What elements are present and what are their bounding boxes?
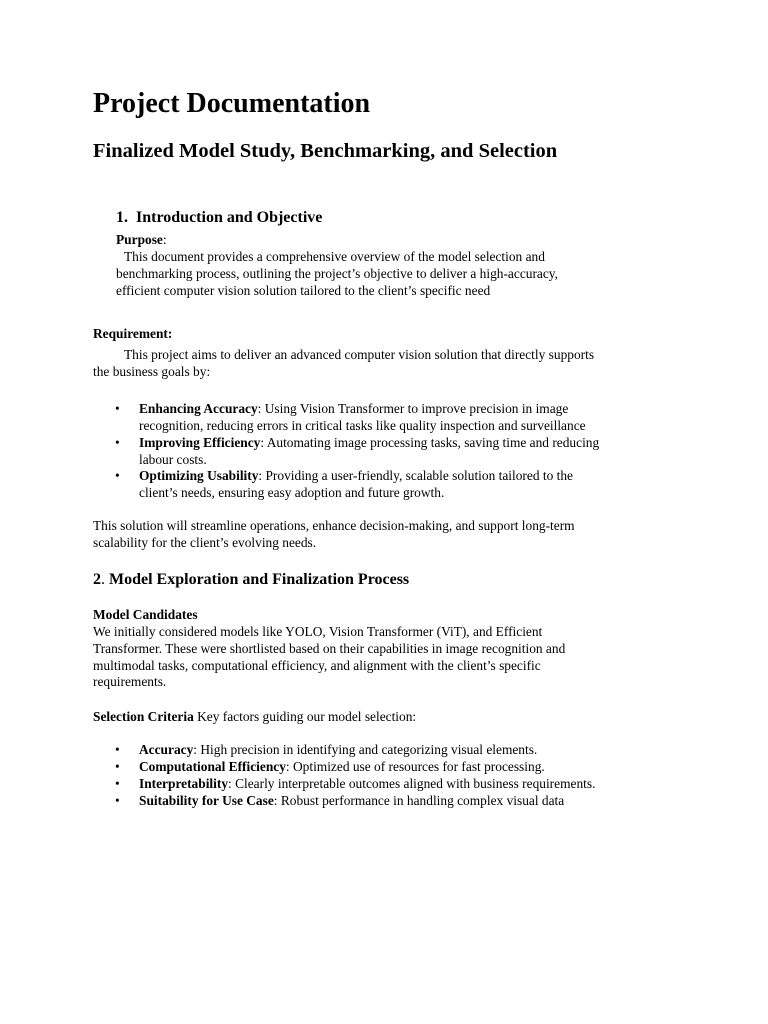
bullet-label: Interpretability xyxy=(139,776,229,791)
bullet-label: Accuracy xyxy=(139,742,194,757)
bullet-text: : Automating image processing tasks, saving time and reducing xyxy=(260,435,600,450)
bullet-line xyxy=(139,468,573,485)
candidates-line: requirements. xyxy=(93,674,167,690)
bullet-text: : Optimized use of resources for fast processing. xyxy=(285,759,545,774)
requirement-label: Requirement: xyxy=(93,326,173,341)
bullet-continuation: labour costs. xyxy=(139,452,207,467)
requirement-line: This project aims to deliver an advanced computer vision solution that directly supports xyxy=(124,347,595,362)
section-1-title: Introduction and Objective xyxy=(136,209,323,226)
bullet-icon: • xyxy=(115,793,120,808)
bullet-text: : Using Vision Transformer to improve precision in image xyxy=(257,401,569,416)
purpose-line: efficient computer vision solution tailored to the client’s specific need xyxy=(116,282,491,298)
purpose-label: Purpose xyxy=(116,232,163,247)
purpose-line: This document provides a comprehensive overview of the model selection and xyxy=(124,249,545,264)
section-2-number-dot: . xyxy=(101,571,105,588)
purpose-label-line xyxy=(116,232,167,249)
section-1-heading xyxy=(116,207,322,229)
bullet-icon: • xyxy=(115,742,120,757)
bullet-label: Computational Efficiency xyxy=(139,759,286,774)
bullet-label: Improving Efficiency xyxy=(139,435,261,450)
bullet-line xyxy=(139,435,599,452)
bullet-line xyxy=(139,793,564,810)
bullet-icon: • xyxy=(115,759,120,774)
bullet-text: : High precision in identifying and categorizing visual elements. xyxy=(193,742,538,757)
criteria-label: Selection Criteria xyxy=(93,709,194,724)
bullet-text: : Providing a user-friendly, scalable solution tailored to the xyxy=(258,468,574,483)
purpose-line: benchmarking process, outlining the project’s objective to deliver a high-accuracy, xyxy=(116,265,558,281)
bullet-continuation: client’s needs, ensuring easy adoption and future growth. xyxy=(139,485,445,500)
section-2-heading xyxy=(93,569,409,591)
page-subtitle: Finalized Model Study, Benchmarking, and Selection xyxy=(93,140,558,162)
bullet-icon: • xyxy=(115,468,120,483)
closing-line: This solution will streamline operations, enhance decision-making, and support long-term xyxy=(93,518,575,533)
bullet-icon: • xyxy=(115,401,120,416)
closing-paragraph xyxy=(93,518,575,552)
bullet-label: Suitability for Use Case xyxy=(139,793,274,808)
page-title: Project Documentation xyxy=(93,88,371,119)
closing-line: scalability for the client’s evolving needs. xyxy=(93,534,317,550)
criteria-intro xyxy=(93,709,416,726)
bullet-line xyxy=(139,401,568,418)
bullet-line xyxy=(139,759,545,776)
bullet-line xyxy=(139,742,537,759)
candidates-line: We initially considered models like YOLO, Vision Transformer (ViT), and Efficient xyxy=(93,624,543,639)
bullet-continuation: recognition, reducing errors in critical tasks like quality inspection and surveillance xyxy=(139,418,586,433)
bullet-icon: • xyxy=(115,776,120,791)
candidates-line: multimodal tasks, computational efficiency, and alignment with the client’s specific xyxy=(93,657,541,673)
candidates-line: Transformer. These were shortlisted based on their capabilities in image recognition and xyxy=(93,640,566,656)
bullet-line xyxy=(139,776,595,793)
purpose-paragraph xyxy=(116,249,558,299)
purpose-colon: : xyxy=(162,232,167,247)
bullet-text: : Clearly interpretable outcomes aligned with business requirements. xyxy=(228,776,596,791)
bullet-icon: • xyxy=(115,435,120,450)
bullet-label: Enhancing Accuracy xyxy=(139,401,258,416)
section-2-number: 2 xyxy=(93,571,101,588)
section-2-title: Model Exploration and Finalization Process xyxy=(109,571,410,588)
requirement-paragraph xyxy=(93,347,594,381)
criteria-text: Key factors guiding our model selection: xyxy=(193,709,417,724)
requirement-line: the business goals by: xyxy=(93,363,211,379)
candidates-paragraph xyxy=(93,624,565,691)
bullet-label: Optimizing Usability xyxy=(139,468,259,483)
bullet-text: : Robust performance in handling complex visual data xyxy=(273,793,565,808)
candidates-label: Model Candidates xyxy=(93,607,198,622)
section-1-number: 1. xyxy=(116,209,128,226)
